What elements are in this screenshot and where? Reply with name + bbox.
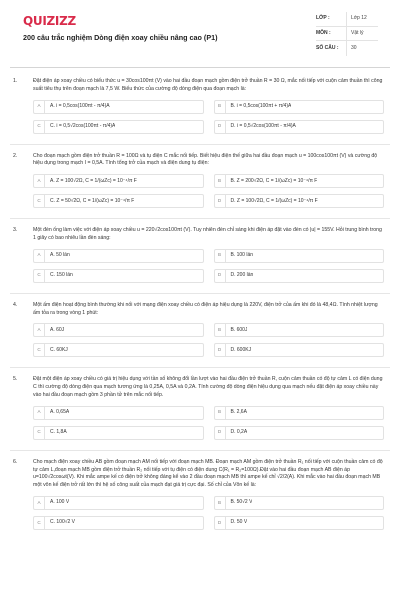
answer-option-a[interactable]	[33, 174, 204, 188]
answer-options	[33, 323, 384, 357]
option-letter: C	[34, 195, 45, 207]
meta-value: 30	[346, 41, 378, 56]
question-text: Cho mạch điện xoay chiều AB gồm đoạn mạch AM nối tiếp với đoạn mạch MB. Đoạn mạch AM gồm điện trở thuần R₁ nối tiếp với cuộn thuần cảm có độ tự cảm L,đoạn mạch MB gồm điện trở thuần R₂ nối tiếp với tụ điện có điện dung C(R₁ = R₂=100Ω).Đặt vào hai đầu đoạn mạch AB điện áp u=100√2cosωt(V). Khi mắc ampe kế có điện trở không đáng kể vào 2 đầu đoạn mạch MB thì ampe kế chỉ √2/2(A). Khi mắc vào hai đầu đoạn mạch MB một vôn kế điện trở rất lớn thì hệ số công suất của mạch đạt giá trị cực đại. Số chỉ của Vôn kế là:	[33, 458, 383, 489]
meta-row-count	[316, 41, 378, 56]
option-letter: D	[215, 121, 226, 133]
answer-option-c[interactable]	[33, 120, 204, 134]
question-text: Cho đoạn mạch gồm điện trở thuần R = 100Ω và tụ điện C mắc nối tiếp. Biết hiệu điện thế giữa hai đầu đoạn mạch u = 100cos100πt (V) và cường độ hiệu dụng trong mạch I = 0,5A. Tính tổng trở của mạch và điện dung tụ điện:	[33, 152, 378, 167]
meta-value: Lớp 12	[346, 12, 378, 26]
option-letter: C	[34, 427, 45, 439]
answer-options	[33, 249, 384, 283]
option-letter: C	[34, 517, 45, 529]
option-text: D. i = 0,5√2cos(100πt - π/4)A	[230, 122, 296, 129]
option-text: B. Z = 200√2Ω, C = 1/(ωZc) = 10⁻⁴/π F	[230, 177, 318, 184]
option-letter: D	[215, 270, 226, 282]
option-text: C. 1,8A	[50, 429, 67, 436]
meta-row-subject	[316, 27, 378, 42]
option-text: A. 0,65A	[50, 409, 70, 416]
option-letter: B	[215, 497, 226, 509]
option-letter: A	[34, 175, 45, 187]
answer-options	[33, 100, 384, 134]
option-letter: A	[34, 250, 45, 262]
question-divider	[10, 367, 390, 368]
answer-options	[33, 406, 384, 440]
question-text: Một ấm điện hoạt động bình thường khi nối với mạng điện xoay chiều có điện áp hiệu dụng là 220V, điện trở của ấm khi đó là 48,4Ω. Tính nhiệt lượng ấm tỏa ra trong vòng 1 phút:	[33, 301, 378, 316]
answer-option-b[interactable]	[214, 496, 385, 510]
question-number: 6.	[13, 458, 18, 465]
option-text: D. Z = 100√2Ω, C = 1/(ωZc) = 10⁻⁴/π F	[230, 197, 318, 204]
option-text: B. 600J	[230, 326, 248, 333]
answer-option-b[interactable]	[214, 406, 385, 420]
question-item	[10, 302, 390, 358]
question-divider	[10, 293, 390, 294]
meta-table	[316, 12, 378, 56]
option-letter: D	[215, 517, 226, 529]
question-item	[10, 376, 390, 439]
answer-option-c[interactable]	[33, 269, 204, 283]
answer-option-d[interactable]	[214, 516, 385, 530]
question-list	[10, 64, 390, 530]
answer-options	[33, 496, 384, 530]
answer-option-a[interactable]	[33, 100, 204, 114]
answer-option-a[interactable]	[33, 249, 204, 263]
answer-option-c[interactable]	[33, 343, 204, 357]
option-text: C. Z = 50√2Ω, C = 1/(ωZc) = 10⁻⁴/π F	[50, 197, 135, 204]
option-letter: A	[34, 407, 45, 419]
answer-option-a[interactable]	[33, 406, 204, 420]
option-letter: A	[34, 497, 45, 509]
question-number: 1.	[13, 78, 18, 84]
question-divider	[10, 218, 390, 219]
option-text: B. 100 lần	[230, 252, 254, 259]
option-letter: B	[215, 407, 226, 419]
meta-label: MÔN :	[316, 29, 331, 36]
question-item	[10, 78, 390, 134]
option-text: D. 0,2A	[230, 429, 248, 436]
answer-option-d[interactable]	[214, 120, 385, 134]
page-title: 200 câu trắc nghiệm Dòng điện xoay chiều nâng cao (P1)	[23, 33, 218, 42]
option-letter: A	[34, 101, 45, 113]
option-text: C. 150 lần	[50, 272, 73, 279]
question-number: 3.	[13, 227, 18, 234]
question-text: Đặt điện áp xoay chiều có biểu thức u = 30cos100πt (V) vào hai đầu đoạn mạch gồm điện trở thuần R = 30 Ω, mắc nối tiếp với cuộn cảm thuần thì công suất tiêu thụ trên đoạn mạch là 7,5 W. Biểu thức của cường độ dòng điện qua đoạn mạch là:	[33, 78, 383, 92]
question-item	[10, 153, 390, 209]
meta-label: LỚP :	[316, 15, 330, 22]
option-text: A. 60J	[50, 326, 65, 333]
option-letter: B	[215, 324, 226, 336]
worksheet-header	[10, 0, 390, 64]
option-text: D. 200 lần	[230, 272, 254, 279]
question-number: 2.	[13, 152, 18, 159]
option-letter: D	[215, 344, 226, 356]
option-text: B. 2,6A	[230, 409, 247, 416]
option-text: D. 50 V	[230, 519, 248, 526]
answer-option-c[interactable]	[33, 516, 204, 530]
quizizz-logo: QUIZIZZ	[23, 14, 76, 28]
option-text: B. i = 0,5cos(100πt + π/4)A	[230, 102, 292, 109]
question-item	[10, 227, 390, 283]
option-letter: B	[215, 250, 226, 262]
option-text: C. 100√2 V	[50, 519, 75, 526]
question-text: Đặt một điện áp xoay chiều có giá trị hiệu dụng với tần số không đổi lần lượt vào hai đầu điện trở thuần R, cuộn cảm thuần có độ tự cảm L có điện dung C thì cường độ dòng điện qua mạch tương ứng là 0,25A, 0,5A và 0,2A. Tính cường độ dòng điện hiệu dụng qua mạch nếu đặt điện áp xoay chiều này vào hai đầu đoạn mạch gồm 3 phần tử trên mắc nối tiếp.	[33, 376, 383, 398]
option-letter: B	[215, 175, 226, 187]
option-text: A. 50 lần	[50, 252, 70, 259]
answer-option-d[interactable]	[214, 194, 385, 208]
answer-option-c[interactable]	[33, 194, 204, 208]
meta-value: Vật lý	[346, 27, 378, 41]
question-number: 5.	[13, 376, 18, 383]
answer-option-d[interactable]	[214, 426, 385, 440]
answer-option-d[interactable]	[214, 343, 385, 357]
answer-option-d[interactable]	[214, 269, 385, 283]
option-letter: C	[34, 344, 45, 356]
answer-option-c[interactable]	[33, 426, 204, 440]
header-divider	[10, 67, 390, 68]
answer-option-b[interactable]	[214, 100, 385, 114]
option-text: C. i = 0,5√2cos(100πt - π/4)A	[50, 122, 116, 129]
meta-label: SỐ CÂU :	[316, 44, 339, 51]
question-text: Một đèn ống làm việc với điện áp xoay chiều u = 220√2cos100πt (V). Tuy nhiên đèn chỉ sáng khi điện áp đặt vào đèn có |u| = 155V. Hỏi trung bình trong 1 giây có bao nhiêu lần đèn sáng:	[33, 227, 382, 241]
option-letter: C	[34, 121, 45, 133]
question-item	[10, 459, 390, 530]
answer-option-b[interactable]	[214, 323, 385, 337]
option-text: A. Z = 100√2Ω, C = 1/(ωZc) = 10⁻⁴/π F	[50, 177, 137, 184]
option-text: D. 600KJ	[230, 346, 252, 353]
answer-option-a[interactable]	[33, 323, 204, 337]
option-text: A. i = 0,5cos(100πt - π/4)A	[50, 102, 110, 109]
option-letter: B	[215, 101, 226, 113]
question-divider	[10, 144, 390, 145]
question-number: 4.	[13, 301, 18, 308]
answer-option-b[interactable]	[214, 174, 385, 188]
answer-option-b[interactable]	[214, 249, 385, 263]
answer-options	[33, 174, 384, 208]
answer-option-a[interactable]	[33, 496, 204, 510]
meta-row-grade	[316, 12, 378, 27]
option-text: A. 100 V	[50, 499, 70, 506]
option-letter: C	[34, 270, 45, 282]
option-letter: A	[34, 324, 45, 336]
question-divider	[10, 450, 390, 451]
option-letter: D	[215, 427, 226, 439]
option-text: B. 50√2 V	[230, 499, 253, 506]
option-text: C. 60KJ	[50, 346, 68, 353]
option-letter: D	[215, 195, 226, 207]
